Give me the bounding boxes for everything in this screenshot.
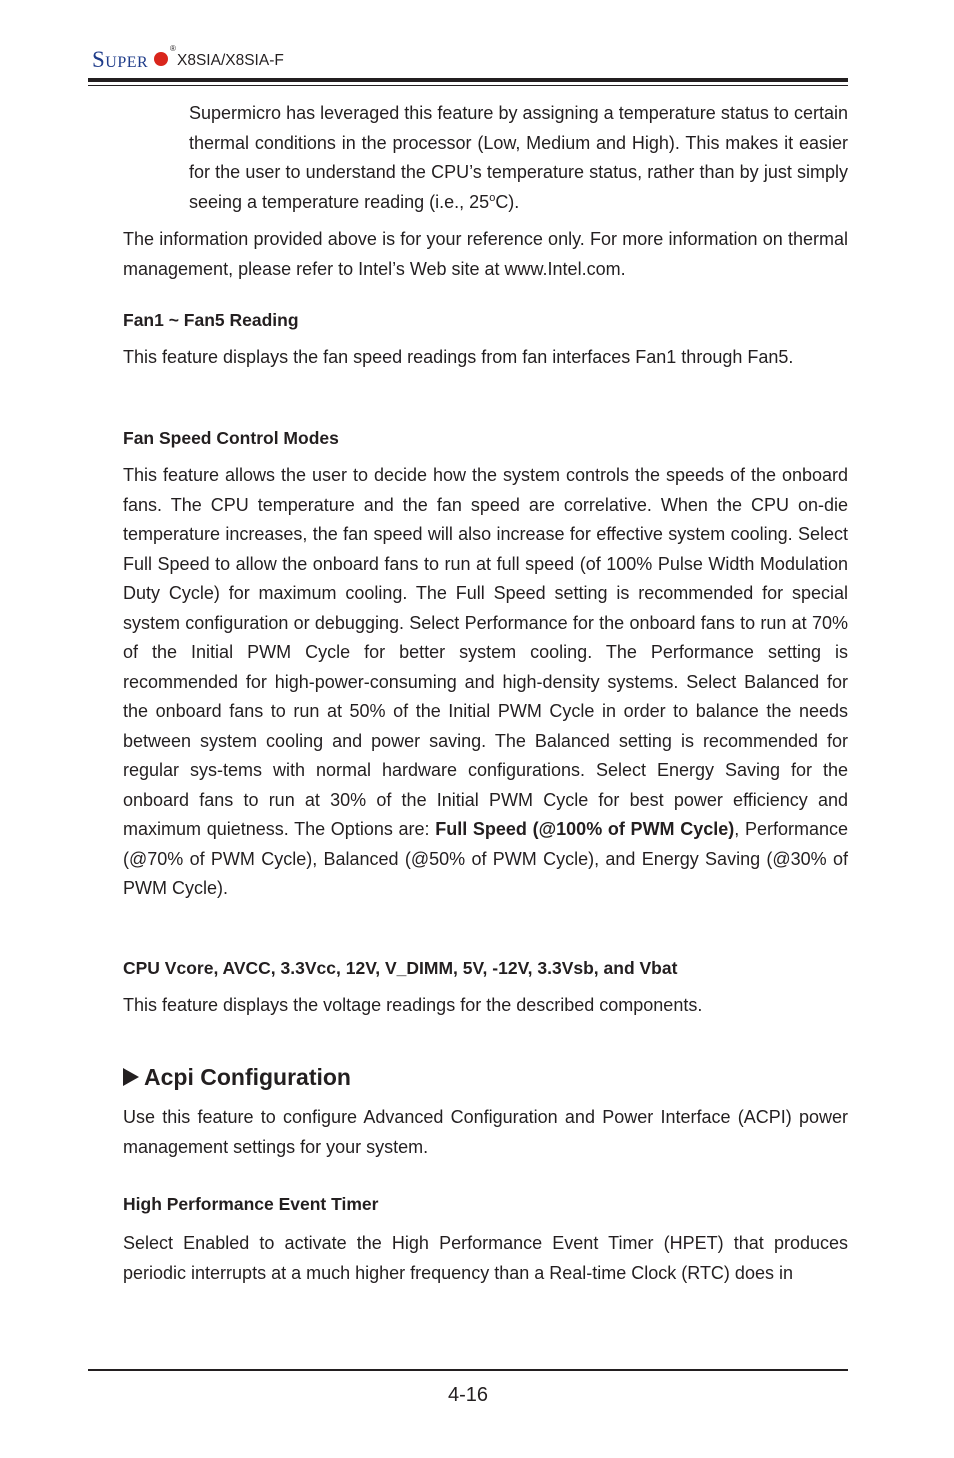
page-number: 4-16 <box>447 1384 489 1406</box>
page-header <box>88 44 848 74</box>
temperature-status-paragraph: Supermicro has leveraged this feature by assigning a temperature status to certain thermal conditions in the processor (Low, Medium and High). This makes it easier for the user to understand the CPU’s temperature status, rather than by just simply seeing a temperature reading (i.e., 25$^o$C). <box>189 103 848 212</box>
supermicro-logo <box>92 47 148 73</box>
fan-reading-paragraph: This feature displays the fan speed readings from fan interfaces Fan1 through Fan5. <box>123 347 794 367</box>
acpi-section-title: Acpi Configuration <box>123 1062 351 1092</box>
header-rule-thin <box>88 85 848 86</box>
fan-reading-heading: Fan1 ~ Fan5 Reading <box>123 310 299 330</box>
logo-letters-uper: UPER <box>105 54 149 71</box>
triangle-bullet-icon <box>123 1068 139 1086</box>
logo-letter-s: S <box>92 47 106 72</box>
acpi-paragraph: Use this feature to configure Advanced Configuration and Power Interface (ACPI) power management settings for your system. <box>123 1107 848 1157</box>
fan-speed-paragraph: This feature allows the user to decide how the system controls the speeds of the onboard fans. The CPU temperature and the fan speed are correlative. When the CPU on-die temperature increases, the fan speed will also increase for effective system cooling. Select Full Speed to allow the onboard fans to run at full speed (of 100% Pulse Width Modulation Duty Cycle) for maximum cooling. The Full Speed setting is recommended for special system configuration or debugging. Select Performance for the onboard fans to run at 70% of the Initial PWM Cycle for better system cooling. The Performance setting is recommended for high-power-consuming and high-density systems. Select Balanced for the onboard fans to run at 50% of the Initial PWM Cycle in order to balance the needs between system cooling and power saving. The Balanced setting is recommended for regular sys-tems with normal hardware configurations. Select Energy Saving for the onboard fans to run at 30% of the Initial PWM Cycle for best power efficiency and maximum quietness. The Options are: Full Speed (@100% of PWM Cycle), Performance (@70% of PWM Cycle), Balanced (@50% of PWM Cycle), and Energy Saving (@30% of PWM Cycle). <box>123 465 848 898</box>
model-name: X8SIA/X8SIA-F <box>177 52 284 69</box>
voltages-paragraph: This feature displays the voltage readings for the described components. <box>123 995 703 1015</box>
voltages-heading: CPU Vcore, AVCC, 3.3Vcc, 12V, V_DIMM, 5V, -12V, 3.3Vsb, and Vbat <box>123 958 678 978</box>
reference-paragraph: The information provided above is for your reference only. For more information on thermal management, please refer to Intel’s Web site at www.Intel.com. <box>123 229 848 279</box>
degree-superscript: o <box>489 191 496 204</box>
fan-speed-heading: Fan Speed Control Modes <box>123 428 339 448</box>
hpet-heading: High Performance Event Timer <box>123 1194 379 1214</box>
default-option-bold: Full Speed (@100% of PWM Cycle) <box>435 819 735 839</box>
registered-mark: ® <box>170 44 176 53</box>
footer-rule <box>88 1369 848 1371</box>
hpet-paragraph: Select Enabled to activate the High Performance Event Timer (HPET) that produces periodic interrupts at a much higher frequency than a Real-time Clock (RTC) does in <box>123 1233 848 1283</box>
header-rule-thick <box>88 78 848 82</box>
logo-red-dot-icon <box>154 52 168 66</box>
